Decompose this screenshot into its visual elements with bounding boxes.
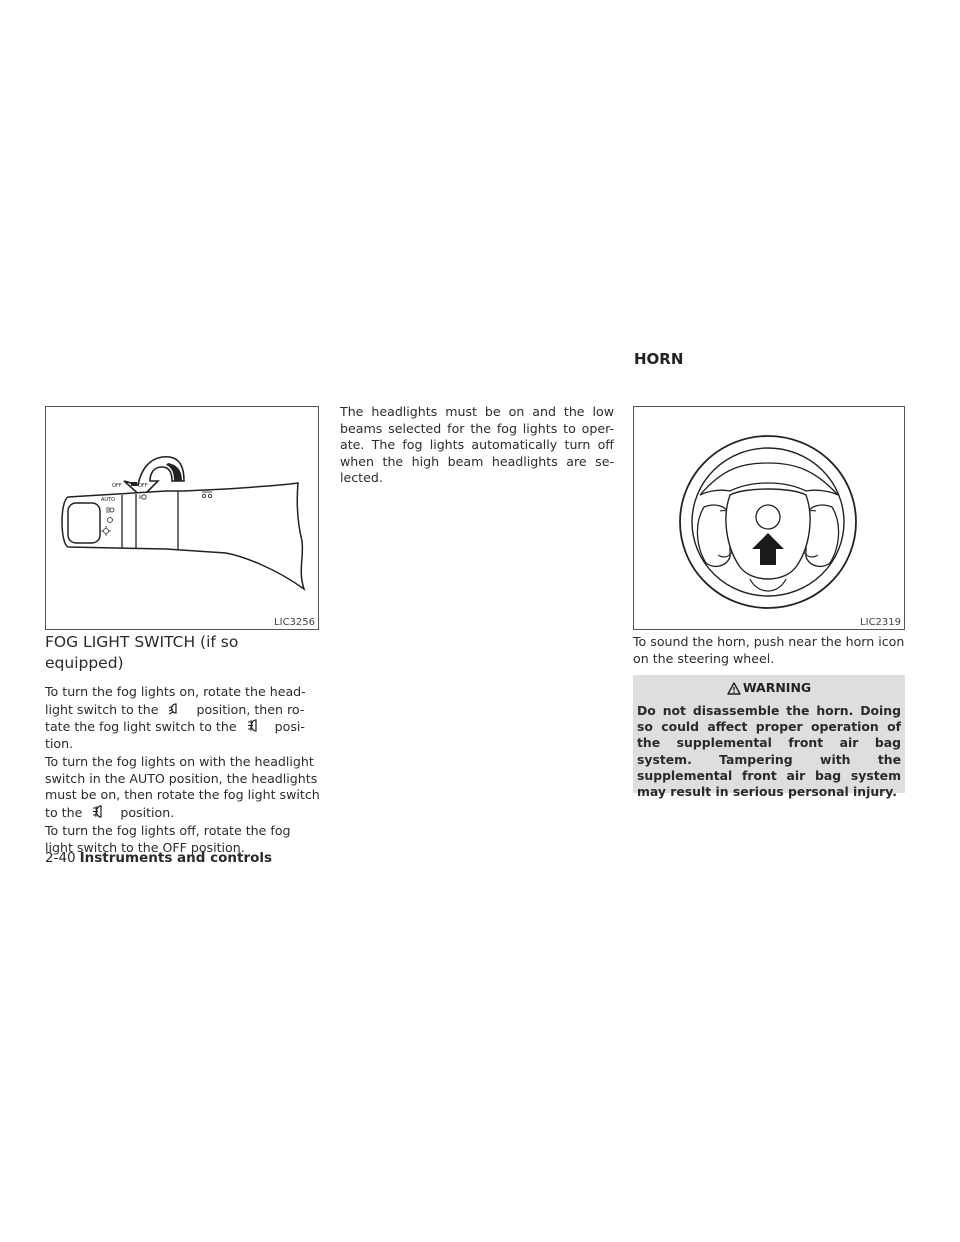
front-fog-icon [86, 804, 116, 819]
text-run: position. [120, 804, 175, 820]
fog-light-switch-figure [45, 406, 319, 630]
off-label-left: OFF [112, 483, 122, 489]
warning-title [633, 680, 905, 695]
page-number: 2-40 [45, 850, 76, 866]
auto-label: AUTO [101, 497, 116, 503]
paragraph [45, 684, 321, 752]
horn-instructions: To sound the horn, push near the horn icon on the steering wheel. [633, 634, 905, 666]
text-run: posi-tion. [45, 719, 305, 751]
figure-code: LIC3256 [274, 617, 315, 628]
warning-box [633, 675, 905, 800]
steering-wheel-illustration [634, 407, 904, 629]
headlight-stalk-illustration [46, 407, 318, 629]
paragraph [45, 754, 321, 821]
fog-light-instructions [45, 684, 321, 858]
low-beam-icon [162, 701, 192, 716]
figure-code: LIC2319 [860, 617, 901, 628]
text-run: To turn the fog lights on, rotate the head-light switch to the [45, 684, 306, 717]
horn-heading: HORN [634, 350, 684, 368]
text-run: To turn the fog lights on with the headlight switch in the AUTO position, the headlights must be on, then rotate the fog light switch to the [45, 754, 320, 820]
logo-icon [756, 505, 780, 529]
fog-light-note: The headlights must be on and the low beams selected for the fog lights to oper-ate. The fog lights automatically turn off when the high beam headlights are se-lected. [340, 404, 614, 485]
warning-title-text: WARNING [742, 680, 812, 695]
headlight-knob [68, 503, 100, 543]
warning-triangle-icon [727, 682, 741, 695]
chapter-title: Instruments and controls [79, 850, 273, 866]
off-label-right: OFF [138, 483, 148, 489]
text-run: position, then ro-tate the fog light switch to the [45, 701, 305, 734]
page-footer [45, 850, 272, 866]
fog-light-heading: FOG LIGHT SWITCH (if so equipped) [45, 633, 239, 672]
paragraph: To turn the fog lights off, rotate the fog light switch to the OFF position. [45, 823, 291, 855]
steering-wheel-figure [633, 406, 905, 630]
warning-text: Do not disassemble the horn. Doing so could affect proper operation of the supplemental front air bag system. Tampering with the supplemental front air bag system may result in serious personal injury. [637, 703, 901, 800]
front-fog-icon [241, 718, 271, 733]
